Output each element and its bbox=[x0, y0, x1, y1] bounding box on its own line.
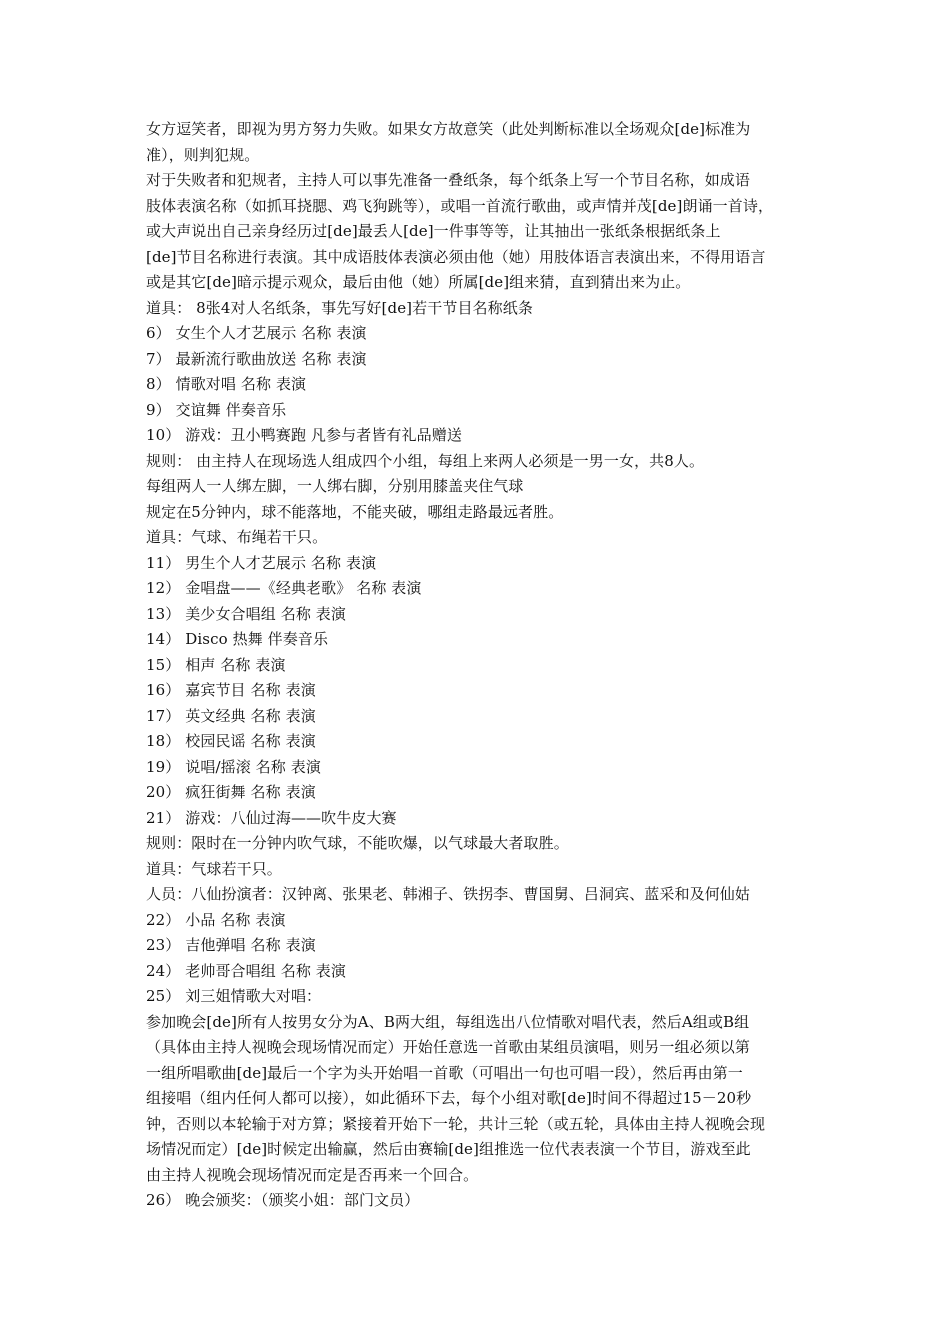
list-item: 15） 相声 名称 表演 bbox=[146, 655, 286, 674]
list-item: 14） Disco 热舞 伴奏音乐 bbox=[146, 630, 329, 648]
text-line: 对于失败者和犯规者，主持人可以事先准备一叠纸条，每个纸条上写一个节目名称，如成语 bbox=[146, 171, 751, 189]
list-item: 18） 校园民谣 名称 表演 bbox=[146, 732, 316, 750]
text-line: 每组两人一人绑左脚，一人绑右脚，分别用膝盖夹住气球 bbox=[146, 477, 524, 495]
list-item: 8） 情歌对唱 名称 表演 bbox=[146, 375, 307, 393]
list-item: 24） 老帅哥合唱组 名称 表演 bbox=[146, 961, 346, 980]
text-line: 准），则判犯规。 bbox=[146, 145, 260, 164]
list-item: 7） 最新流行歌曲放送 名称 表演 bbox=[146, 349, 367, 368]
text-line: 规则：限时在一分钟内吹气球，不能吹爆，以气球最大者取胜。 bbox=[146, 834, 569, 852]
list-item: 9） 交谊舞 伴奏音乐 bbox=[146, 400, 287, 419]
list-item: 11） 男生个人才艺展示 名称 表演 bbox=[146, 553, 377, 572]
list-item: 13） 美少女合唱组 名称 表演 bbox=[146, 604, 346, 623]
text-line: 或是其它[de]暗示提示观众，最后由他（她）所属[de]组来猜，直到猜出来为止。 bbox=[146, 273, 691, 291]
text-line: 道具：气球若干只。 bbox=[146, 859, 282, 878]
list-item: 16） 嘉宾节目 名称 表演 bbox=[146, 681, 316, 699]
text-line: 道具：气球、布绳若干只。 bbox=[146, 528, 328, 546]
document-body bbox=[146, 117, 810, 1214]
text-line: 一组所唱歌曲[de]最后一个字为头开始唱一首歌（可唱出一句也可唱一段），然后再由第一 bbox=[146, 1063, 743, 1082]
list-item: 6） 女生个人才艺展示 名称 表演 bbox=[146, 324, 367, 342]
list-item: 10） 游戏：丑小鸭赛跑 凡参与者皆有礼品赠送 bbox=[146, 426, 462, 444]
text-line: 或大声说出自己亲身经历过[de]最丢人[de]一件事等等，让其抽出一张纸条根据纸条上 bbox=[146, 222, 721, 240]
list-item: 17） 英文经典 名称 表演 bbox=[146, 706, 316, 725]
text-line: 参加晚会[de]所有人按男女分为A、B两大组，每组选出八位情歌对唱代表，然后A组或B组 bbox=[146, 1012, 750, 1031]
list-item: 25） 刘三姐情歌大对唱： bbox=[146, 987, 322, 1005]
text-line: 钟，否则以本轮输于对方算；紧接着开始下一轮，共计三轮（或五轮，具体由主持人视晚会现 bbox=[146, 1114, 766, 1133]
text-line: [de]节目名称进行表演。其中成语肢体表演必须由他（她）用肢体语言表演出来，不得用语言 bbox=[146, 247, 766, 266]
text-line: 规则： 由主持人在现场选人组成四个小组，每组上来两人必须是一男一女，共8人。 bbox=[146, 451, 705, 470]
text-line: 由主持人视晚会现场情况而定是否再来一个回合。 bbox=[146, 1165, 479, 1184]
text-line: 规定在5分钟内，球不能落地，不能夹破，哪组走路最远者胜。 bbox=[146, 502, 564, 521]
list-item: 21） 游戏：八仙过海——吹牛皮大赛 bbox=[146, 808, 397, 827]
text-line: 场情况而定）[de]时候定出输赢，然后由赛输[de]组推选一位代表表演一个节目，游戏至此 bbox=[146, 1140, 751, 1158]
text-line: 女方逗笑者，即视为男方努力失败。如果女方故意笑（此处判断标准以全场观众[de]标准为 bbox=[146, 120, 751, 138]
list-item: 22） 小品 名称 表演 bbox=[146, 910, 286, 929]
text-line: 人员：八仙扮演者：汉钟离、张果老、韩湘子、铁拐李、曹国舅、吕洞宾、蓝采和及何仙姑 bbox=[146, 885, 751, 903]
text-line: 道具： 8张4对人名纸条，事先写好[de]若干节目名称纸条 bbox=[146, 298, 533, 317]
list-item: 20） 疯狂街舞 名称 表演 bbox=[146, 783, 316, 801]
text-line: 肢体表演名称（如抓耳挠腮、鸡飞狗跳等），或唱一首流行歌曲，或声情并茂[de]朗诵一首诗， bbox=[146, 196, 774, 215]
list-item: 19） 说唱/摇滚 名称 表演 bbox=[146, 757, 321, 776]
text-line: （具体由主持人视晚会现场情况而定）开始任意选一首歌由某组员演唱，则另一组必须以第 bbox=[146, 1038, 751, 1056]
text-line: 组接唱（组内任何人都可以接），如此循环下去，每个小组对歌[de]时间不得超过15－20秒 bbox=[146, 1089, 752, 1107]
list-item: 23） 吉他弹唱 名称 表演 bbox=[146, 936, 316, 954]
list-item: 12） 金唱盘——《经典老歌》 名称 表演 bbox=[146, 579, 422, 597]
list-item: 26） 晚会颁奖：（颁奖小姐：部门文员） bbox=[146, 1191, 420, 1209]
